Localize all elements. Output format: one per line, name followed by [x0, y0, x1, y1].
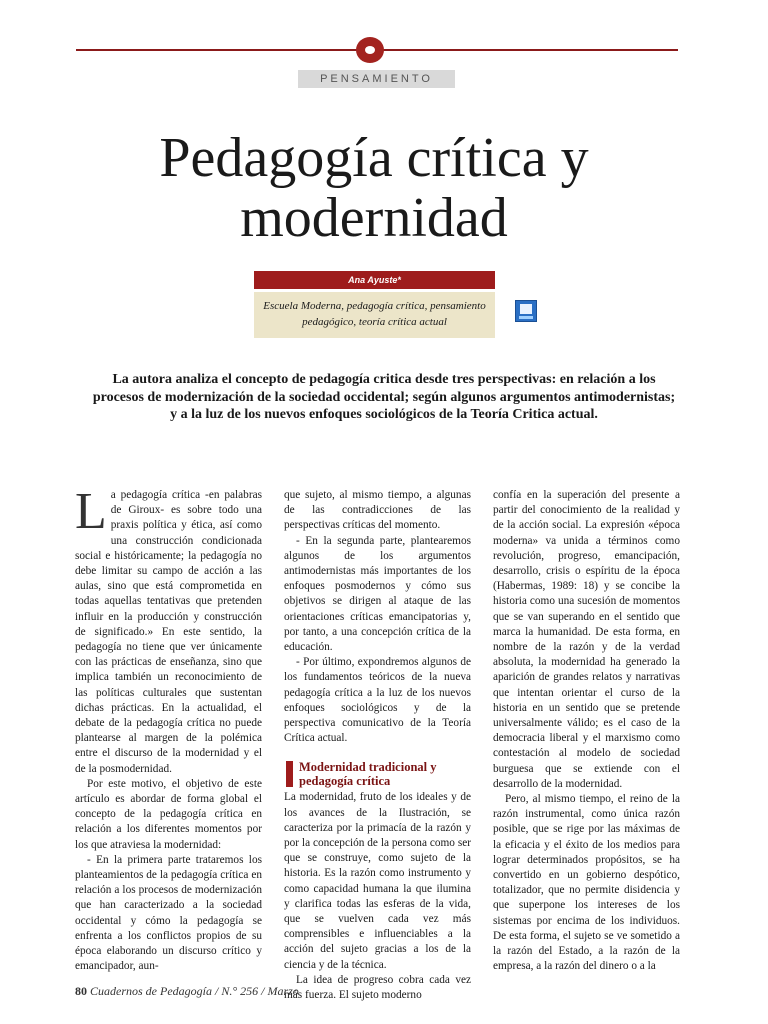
paragraph-text: a pedagogía crítica -en palabras de Giroux- es sobre todo una praxis política y ética, así como una construcción condicionada social e históricamente; la pedagogía no debe limitar su campo de acción a las aulas, sino que está comprometida en todas aquellas tentativas que pretenden influir en la producción y construcción de significado.» En este sentido, la pedagogía no tiene que ver únicamente con las prácticas de enseñanza, sino que implica también un reconocimiento de las políticas culturales que sustentan dichas prácticas. En la actualidad, el debate de la pedagogía crítica no puede plantearse al margen de la polémica entre el discurso de la modernidad y el de la posmodernidad. — [75, 489, 262, 775]
keywords-box — [254, 292, 495, 338]
paragraph: - En la segunda parte, plantearemos algunos de los argumentos antimodernistas más importantes de los enfoques posmodernos y cómo sus objetivos se dirigen al ataque de las orientaciones críticas emancipatorias y, por tanto, a una concepción crítica de la educación. — [284, 534, 471, 654]
section-tag: PENSAMIENTO — [298, 70, 455, 88]
journal-citation: Cuadernos de Pedagogía / N.° 256 / Marzo — [90, 984, 299, 998]
title-line-1: Pedagogía crítica y — [159, 127, 589, 189]
drop-cap: L — [75, 483, 107, 540]
paragraph: La modernidad, fruto de los ideales y de los avances de la Ilustración, se caracteriza por la primacía de la razón y por la concepción de la persona como ser que se construye, como sujeto de la historia. Es la razón como instrumento y como capacidad humana la que ilumina y clarifica todas las esferas de la vida, que se vuelven cada vez más comprensibles e influenciables a la acción del sujeto gracias a los de la ciencia y de la técnica. — [284, 791, 471, 971]
paragraph: - Por último, expondremos algunos de los fundamentos teóricos de la nueva pedagogía crítica a la luz de los nuevos enfoques sociológicos y de la perspectiva comunicativo de la Teoría Crítica actual. — [284, 656, 471, 745]
keywords-line-2: pedagógico, teoría crítica actual — [302, 316, 447, 328]
paragraph: La idea de progreso cobra cada vez más fuerza. El sujeto moderno — [284, 973, 471, 1002]
section-heading — [284, 760, 471, 788]
paragraph: Por este motivo, el objetivo de este artículo es abordar de forma global el concepto de la pedagogía crítica en relación a los diferentes momentos por los que atraviesa la modernidad: — [75, 777, 262, 851]
keywords-line-1: Escuela Moderna, pedagogía crítica, pensamiento — [263, 300, 486, 312]
paragraph: confía en la superación del presente a partir del conocimiento de la realidad y de la acción social. La expresión «época moderna» va unida a términos como revolución, progreso, emancipación, desarrollo, crisis o espíritu de la época (Habermas, 1989: 18) y se concibe la historia como una sucesión de momentos que se van superando en el sentido que marca la humanidad. De esta forma, en nombre de la razón y de la verdad absoluta, la modernidad ha generado la aparición de grandes relatos y narrativas que intentan orientar el curso de la historia en un sentido que se pretende universalmente válido; es el caso de la democracia liberal y el marxismo como contestación al modelo de sociedad burguesa que se extiende con el desarrollo de la modernidad. — [493, 489, 680, 790]
author-bar: Ana Ayuste* — [254, 271, 495, 289]
title-line-2: modernidad — [240, 187, 508, 249]
paragraph: que sujeto, al mismo tiempo, a algunas de las contradicciones de las perspectivas críticas del momento. — [284, 489, 471, 532]
paragraph: Pero, al mismo tiempo, el reino de la razón instrumental, como única razón posible, que se rige por las máximas de la eficacia y el éxito de los medios para lograr determinados propósitos, se ha convertido en un gobierno despótico, totalizador, que no permite disidencia y que superpone los intereses de los sistemas por encima de los individuos. De esta forma, el sujeto se ve sometido a la razón del Estado, a la razón de la empresa, a la razón del dinero o a la — [493, 793, 680, 973]
column-3 — [493, 488, 680, 975]
abstract: La autora analiza el concepto de pedagogía critica desde tres perspectivas: en relación a los procesos de modernización de la sociedad occidental; según algunos argumentos antimodernistas; y a la luz de los nuevos enfoques sociológicos de la Teoría Critica actual. — [92, 372, 676, 422]
heading-marker — [286, 761, 293, 787]
column-2 — [284, 488, 471, 1003]
article-title — [60, 128, 688, 248]
page-footer — [75, 984, 299, 999]
section-heading-text: Modernidad tradicional y pedagogía crítica — [299, 760, 437, 789]
document-icon[interactable] — [515, 300, 537, 322]
paragraph: - En la primera parte trataremos los planteamientos de la pedagogía crítica en relación a los procesos de modernización que han caracterizado a la sociedad occidental y cómo la pedagogía se enfrenta a los conflictos propios de su época elaborando un discurso crítico y emancipador, aun- — [75, 853, 262, 973]
paragraph — [75, 483, 262, 777]
section-ornament-icon — [356, 37, 384, 63]
column-1 — [75, 483, 262, 975]
page-number: 80 — [75, 984, 87, 998]
